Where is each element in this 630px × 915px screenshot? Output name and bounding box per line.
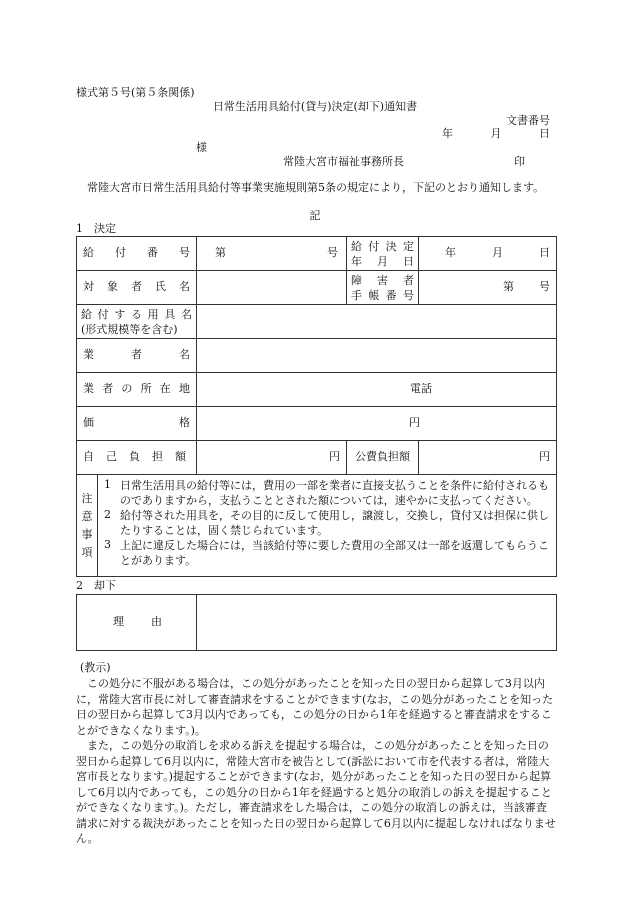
reason-value bbox=[197, 595, 557, 651]
vendor-name-label: 業 者 名 bbox=[83, 348, 190, 362]
issuer-name: 常陸大宮市福祉事務所長 bbox=[283, 155, 404, 168]
row-price bbox=[77, 407, 557, 441]
recipient-name-value bbox=[197, 271, 347, 305]
reason-label: 理 由 bbox=[113, 615, 162, 629]
row-equipment-name bbox=[77, 305, 557, 339]
notes-list bbox=[98, 475, 556, 576]
document-title: 日常生活用具給付(貸与)決定(却下)通知書 bbox=[212, 100, 418, 113]
grant-number-label: 給 付 番 号 bbox=[83, 246, 190, 260]
instruction-heading: (教示) bbox=[80, 661, 111, 674]
note-item: 3 上記に違反した場合には，当該給付等に要した費用の全部又は一部を返還してもらうことがあります。 bbox=[104, 538, 549, 567]
grant-decision-date-label: 給 付 決 定 bbox=[351, 239, 414, 253]
intro-paragraph: 常陸大宮市日常生活用具給付等事業実施規則第5条の規定により，下記のとおり通知します。 bbox=[87, 181, 545, 194]
row-vendor-address bbox=[77, 373, 557, 407]
disability-handbook-label: 障 害 者 bbox=[351, 273, 414, 287]
section-decision-heading: 1 決定 bbox=[76, 222, 116, 235]
public-pay-label: 公費負担額 bbox=[347, 441, 419, 475]
public-pay-unit: 円 bbox=[419, 441, 557, 475]
disability-handbook-value: 第 号 bbox=[503, 280, 550, 294]
row-grant-number: 給 付 番 号 第 号 給 付 決 定 年 月 日 年 月 日 bbox=[77, 237, 557, 271]
instruction-paragraph-1: この処分に不服がある場合は，この処分があったことを知った日の翌日から起算して3月以内に，常陸大宮市長に対して審査請求をすることができます(なお，この処分があったことを知った日の翌日から起算して3月以内であっても，この処分の日から1年を経過すると審査請求をすることができなくなります。)。 bbox=[76, 677, 554, 737]
row-notes bbox=[77, 475, 557, 577]
addressee-suffix: 様 bbox=[196, 141, 207, 154]
equipment-name-value bbox=[197, 305, 557, 339]
month-label: 月 bbox=[490, 127, 502, 140]
row-reason bbox=[77, 595, 557, 651]
instruction-paragraph-2: また，この処分の取消しを求める訴えを提起する場合は，この処分があったことを知った日の翌日から起算して6月以内に，常陸大宮市を被告として(訴訟において市を代表する者は，常陸大宮市長となります。)提起することができます(なお，処分があったことを知った日の翌日から起算して6月以内であっても，この処分の日から1年を経過すると処分の取消しの訴えを提起することができなくなります。)。ただし，審査請求をした場合は，この処分の取消しの訴えは，当該審査請求に対する裁決があったことを知った日の翌日から起算して6月以内に提起しなければなりません。 bbox=[76, 739, 556, 845]
decision-table bbox=[76, 236, 557, 577]
ki-mark: 記 bbox=[309, 209, 321, 222]
seal-mark: 印 bbox=[514, 155, 525, 168]
section-rejection-heading: 2 却下 bbox=[76, 579, 116, 592]
issue-date bbox=[442, 127, 550, 141]
note-item: 2 給付等された用具を，その目的に反して使用し，譲渡し，交換し，貸付又は担保に供したりすることは，固く禁じられています。 bbox=[104, 508, 549, 537]
self-pay-unit: 円 bbox=[197, 441, 347, 475]
rejection-table bbox=[76, 594, 557, 651]
grant-decision-date-value: 年 月 日 bbox=[445, 246, 550, 260]
form-number: 様式第５号(第５条関係) bbox=[76, 86, 195, 99]
equipment-name-sublabel: (形式規模等を含む) bbox=[81, 322, 178, 336]
vendor-address-label: 業 者 の 所 在 地 bbox=[83, 382, 190, 396]
price-unit: 円 bbox=[197, 407, 557, 441]
recipient-name-label: 対 象 者 氏 名 bbox=[83, 280, 190, 294]
price-label: 価 格 bbox=[83, 416, 190, 430]
equipment-name-label: 給 付 す る 用 具 名 bbox=[81, 307, 192, 321]
vendor-name-value bbox=[197, 339, 557, 373]
row-vendor-name bbox=[77, 339, 557, 373]
day-label: 日 bbox=[539, 127, 550, 140]
row-costs bbox=[77, 441, 557, 475]
doc-number-label: 文書番号 bbox=[506, 114, 550, 127]
notes-label: 注 意 事 項 bbox=[77, 475, 98, 576]
year-label: 年 bbox=[442, 127, 453, 140]
self-pay-label: 自 己 負 担 額 bbox=[83, 450, 186, 464]
note-item: 1 日常生活用具の給付等には，費用の一部を業者に直接支払うことを条件に給付されるものでありますから，支払うこととされた額については，速やかに支払ってください。 bbox=[104, 478, 549, 507]
vendor-phone-label: 電話 bbox=[197, 373, 557, 407]
row-recipient-name: 対 象 者 氏 名 障 害 者 手 帳 番 号 第 号 bbox=[77, 271, 557, 305]
grant-number-value: 第 号 bbox=[215, 246, 338, 260]
